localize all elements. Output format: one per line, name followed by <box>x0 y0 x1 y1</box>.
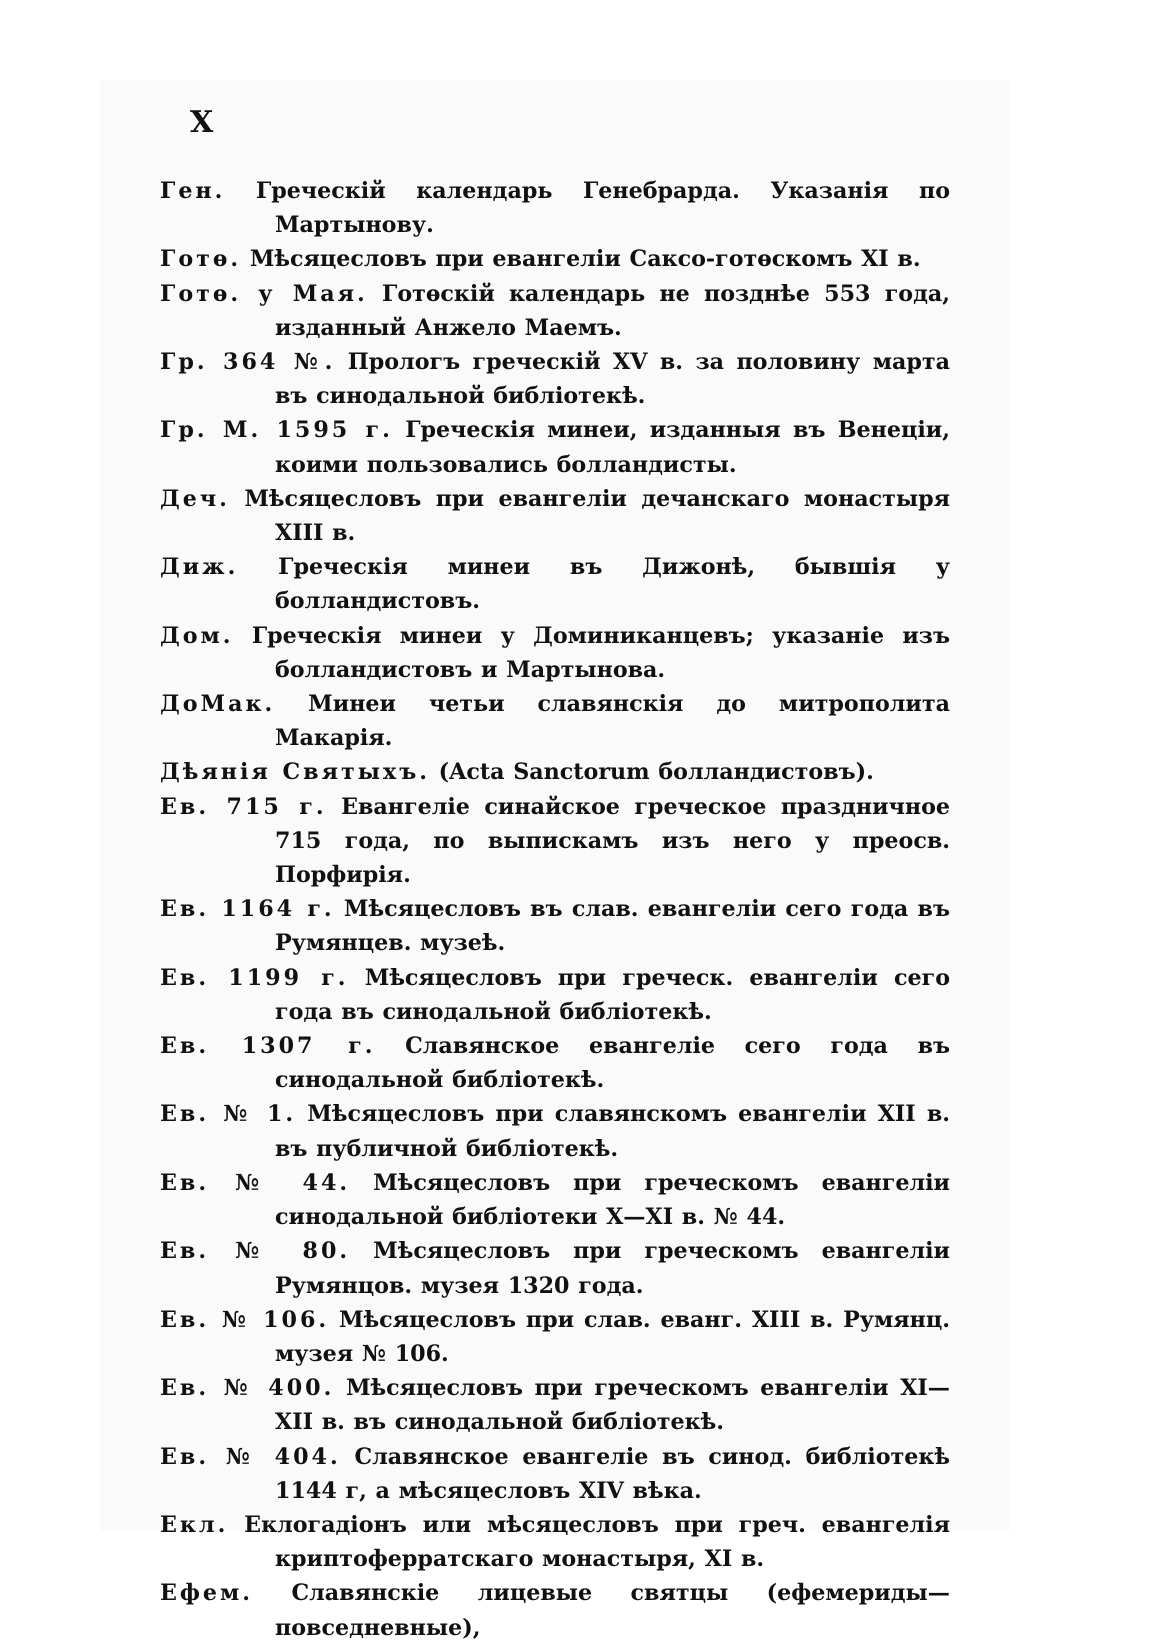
entry-description: Мѣсяцесловъ въ слав. евангеліи сего года въ Румянцев. музеѣ. <box>275 896 950 957</box>
entry-description: Греческія минеи у Доминиканцевъ; указаніе изъ болландистовъ и Мартынова. <box>251 622 950 683</box>
entry-abbreviation: Готѳ. <box>160 246 242 273</box>
entry-abbreviation: Деч. <box>160 485 230 512</box>
entry-description: Греческія минеи въ Дижонѣ, бывшія у болландистовъ. <box>275 554 950 615</box>
entry-description: Мѣсяцесловъ при евангеліи Саксо-готѳскомъ XI в. <box>249 246 921 273</box>
list-item <box>160 1303 950 1371</box>
entry-abbreviation: Дом. <box>160 622 234 649</box>
entry-description: Мѣсяцесловъ при греческомъ евангеліи XI—XII в. въ синодальной библіотекѣ. <box>275 1375 950 1436</box>
list-item <box>160 1576 950 1644</box>
entry-abbreviation: Ев. № 80. <box>160 1238 351 1265</box>
list-item <box>160 687 950 755</box>
list-item <box>160 345 950 413</box>
entry-abbreviation: Екл. <box>160 1511 229 1538</box>
entry-abbreviation: Ев. № 44. <box>160 1169 351 1196</box>
list-item <box>160 242 950 276</box>
entry-abbreviation: Ефем. <box>160 1580 254 1607</box>
entry-abbreviation: Гр. 364 №. <box>160 349 336 376</box>
entry-description: Мѣсяцесловъ при евангеліи дечанскаго монастыря XIII в. <box>244 485 950 547</box>
page-number: X <box>190 105 214 140</box>
list-item <box>160 482 950 550</box>
entry-description: Греческія минеи, изданныя въ Венеціи, коими пользовались болландисты. <box>275 417 950 478</box>
entry-description: (Acta Sanctorum болландистовъ). <box>438 759 874 786</box>
entry-abbreviation: Гр. М. 1595 г. <box>160 417 393 444</box>
entry-description: Еклогадіонъ или мѣсяцесловъ при греч. евангелія криптоферратскаго монастыря, XI в. <box>244 1511 950 1573</box>
entry-description: Мѣсяцесловъ при греческомъ евангеліи Румянцов. музея 1320 года. <box>275 1238 950 1299</box>
list-item <box>160 1440 950 1508</box>
list-item <box>160 892 950 960</box>
list-item <box>160 1508 950 1576</box>
entry-description: Прологъ греческій XV в. за половину марта въ синодальной библіотекѣ. <box>275 349 950 410</box>
abbreviations-list <box>160 174 950 1645</box>
list-item <box>160 174 950 242</box>
list-item <box>160 1371 950 1439</box>
entry-description: Евангеліе синайское греческое праздничное 715 года, по выпискамъ изъ него у преосв. Порфирія. <box>275 793 950 889</box>
entry-description: Славянское евангеліе сего года въ синодальной библіотекѣ. <box>275 1033 951 1094</box>
entry-abbreviation: Ев. 1164 г. <box>160 896 335 923</box>
list-item <box>160 961 950 1029</box>
entry-description: Мѣсяцесловъ при греческ. евангеліи сего года въ синодальной библіотекѣ. <box>275 964 951 1025</box>
list-item <box>160 1166 950 1234</box>
entry-abbreviation: Ев. № 400. <box>160 1375 335 1402</box>
list-item <box>160 755 950 789</box>
entry-abbreviation: Готѳ. у Мая. <box>160 280 368 307</box>
entry-abbreviation: Ев. № 1. <box>160 1101 297 1128</box>
entry-abbreviation: Ген. <box>160 178 226 204</box>
list-item <box>160 277 950 345</box>
list-item <box>160 1234 950 1302</box>
entry-description: Минеи четьи славянскія до митрополита Макарія. <box>275 691 950 752</box>
entry-description: Славянское евангеліе въ синод. библіотекѣ 1144 г, а мѣсяцесловъ XIV вѣка. <box>275 1443 950 1504</box>
list-item <box>160 790 950 893</box>
entry-abbreviation: Ев. № 106. <box>160 1306 330 1333</box>
list-item <box>160 1029 950 1097</box>
list-item <box>160 1097 950 1165</box>
entry-description: Мѣсяцесловъ при греческомъ евангеліи синодальной библіотеки X—XI в. № 44. <box>275 1169 950 1231</box>
entry-abbreviation: Диж. <box>160 554 239 581</box>
entry-description: Греческій календарь Генебрарда. Указанія по Мартынову. <box>255 178 950 239</box>
entry-abbreviation: ДоМак. <box>160 691 276 718</box>
entry-abbreviation: Ев. 715 г. <box>160 793 327 820</box>
entry-abbreviation: Ев. 1307 г. <box>160 1033 376 1060</box>
list-item <box>160 619 950 687</box>
list-item <box>160 413 950 481</box>
entry-description: Славянскіе лицевые святцы (ефемериды—повседневные), <box>275 1580 950 1641</box>
list-item <box>160 550 950 618</box>
entry-abbreviation: Ев. № 404. <box>160 1443 341 1470</box>
entry-description: Мѣсяцесловъ при слав. еванг. XIII в. Румянц. музея № 106. <box>275 1306 950 1367</box>
entry-abbreviation: Ев. 1199 г. <box>160 964 349 991</box>
entry-abbreviation: Дѣянія Святыхъ. <box>160 759 430 786</box>
entry-description: Готѳскій календарь не позднѣе 553 года, изданный Анжело Маемъ. <box>275 280 950 341</box>
entry-description: Мѣсяцесловъ при славянскомъ евангеліи XII в. въ публичной библіотекѣ. <box>275 1101 950 1162</box>
